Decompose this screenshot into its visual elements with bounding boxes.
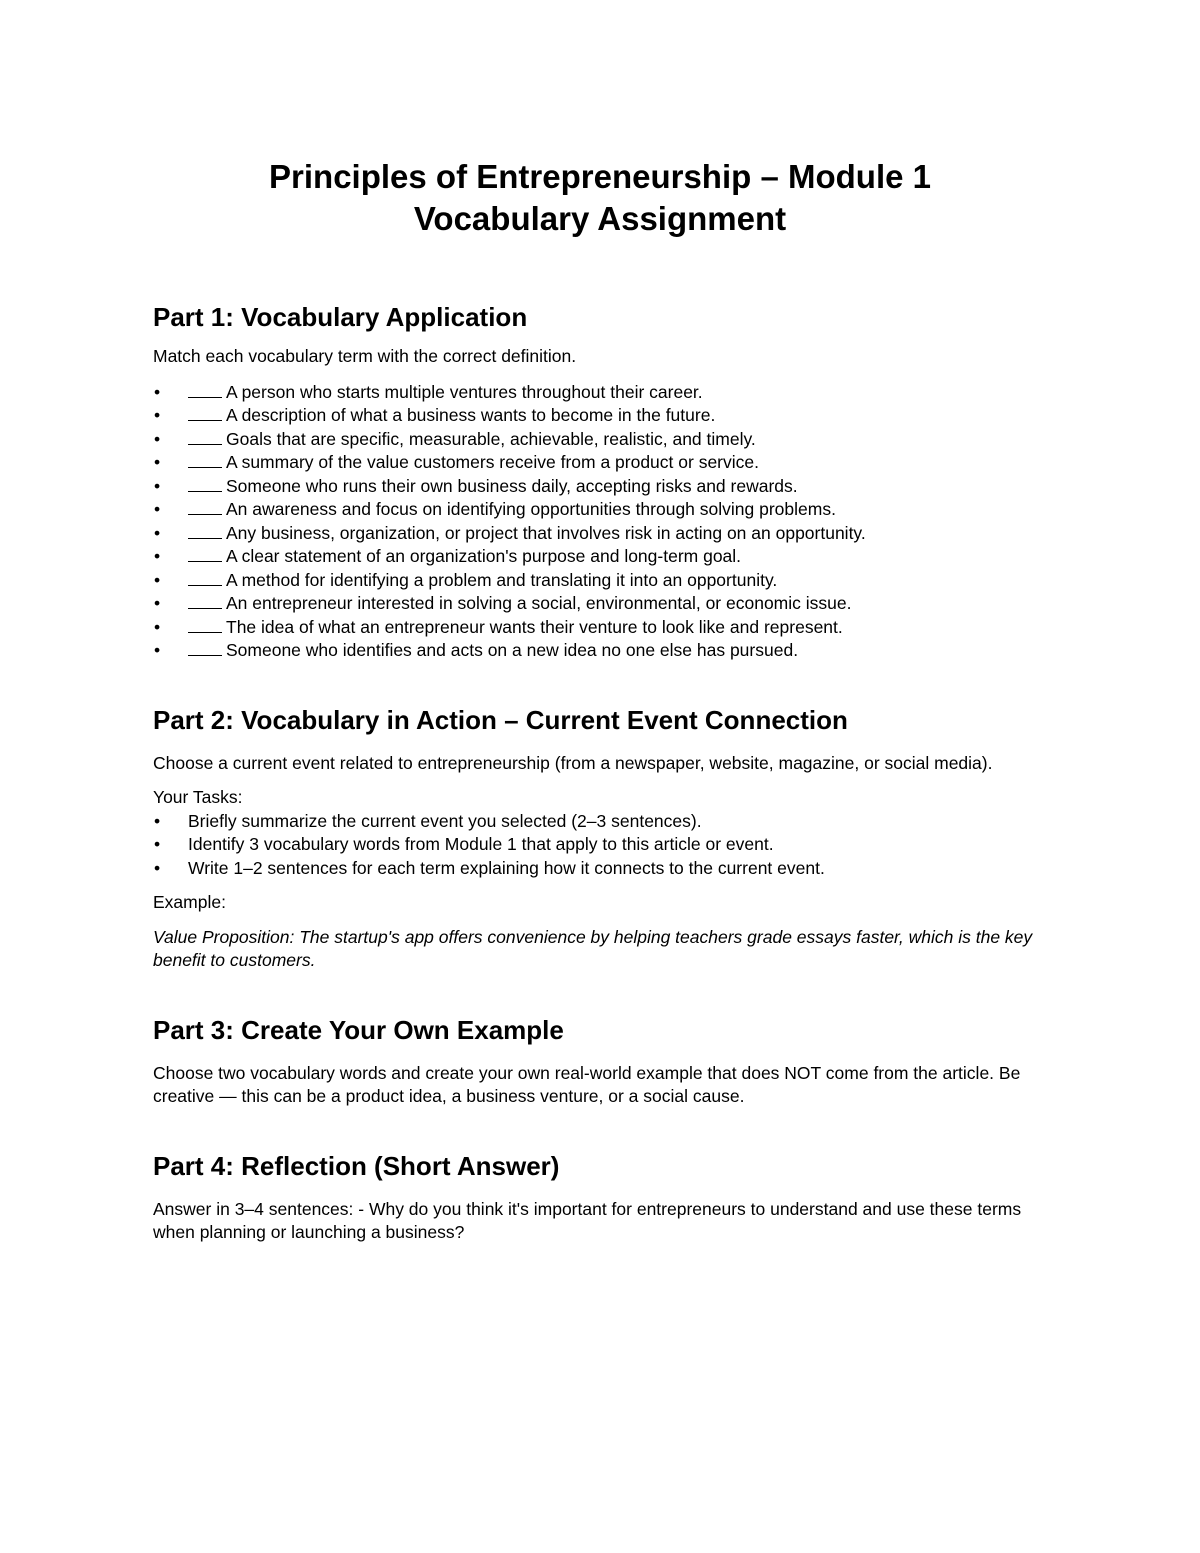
bullet-icon: • bbox=[154, 546, 161, 566]
definition-item-text: The idea of what an entrepreneur wants their venture to look like and represent. bbox=[226, 616, 843, 637]
bullet-icon: • bbox=[154, 857, 161, 878]
answer-blank bbox=[188, 639, 222, 656]
task-list bbox=[153, 810, 1053, 881]
bullet-icon: • bbox=[154, 499, 161, 519]
answer-blank bbox=[188, 545, 222, 562]
definition-item-text: Someone who identifies and acts on a new idea no one else has pursued. bbox=[226, 640, 799, 660]
answer-blank bbox=[188, 592, 222, 609]
definition-item bbox=[153, 639, 1053, 663]
definition-item bbox=[153, 616, 1053, 640]
part2-heading: Part 2: Vocabulary in Action – Current Event Connection bbox=[153, 704, 848, 735]
answer-blank bbox=[188, 498, 222, 515]
tasks-label: Your Tasks: bbox=[153, 787, 243, 807]
part4-instruction: Answer in 3–4 sentences: - Why do you think it's important for entrepreneurs to understand and use these terms when planning or launching a business? bbox=[153, 1198, 1022, 1242]
definition-item bbox=[153, 451, 1053, 475]
bullet-icon: • bbox=[154, 522, 161, 543]
bullet-icon: • bbox=[154, 475, 161, 496]
bullet-icon: • bbox=[154, 593, 161, 613]
title-line-2: Vocabulary Assignment bbox=[413, 200, 787, 237]
example-label: Example: bbox=[153, 892, 226, 912]
answer-blank bbox=[188, 404, 222, 421]
part2-instruction: Choose a current event related to entrepreneurship (from a newspaper, website, magazine, or social media). bbox=[153, 752, 993, 773]
answer-blank bbox=[188, 428, 222, 445]
definition-item bbox=[153, 381, 1053, 405]
definition-item-text: A person who starts multiple ventures throughout their career. bbox=[226, 381, 703, 402]
definition-item-text: Goals that are specific, measurable, achievable, realistic, and timely. bbox=[226, 428, 756, 449]
definition-item bbox=[153, 428, 1053, 452]
bullet-icon: • bbox=[154, 640, 161, 660]
definition-list bbox=[153, 381, 1053, 663]
answer-blank bbox=[188, 616, 222, 633]
definition-item-text: An awareness and focus on identifying opportunities through solving problems. bbox=[226, 499, 836, 519]
definition-item-text: Someone who runs their own business daily, accepting risks and rewards. bbox=[226, 475, 798, 496]
bullet-icon: • bbox=[154, 381, 161, 402]
document-body bbox=[153, 300, 1053, 1245]
bullet-icon: • bbox=[154, 452, 161, 472]
part3-instruction: Choose two vocabulary words and create your own real-world example that does NOT come from the article. Be creative — this can be a product idea, a business venture, or a social cause. bbox=[153, 1062, 1021, 1106]
title-line-1: Principles of Entrepreneurship – Module 1 bbox=[269, 158, 931, 195]
task-item bbox=[153, 833, 1053, 857]
definition-item-text: A summary of the value customers receive from a product or service. bbox=[226, 452, 759, 472]
answer-blank bbox=[188, 451, 222, 468]
definition-item bbox=[153, 498, 1053, 522]
example-text: Value Proposition: The startup's app offers convenience by helping teachers grade essays faster, which is the key benefit to customers. bbox=[153, 926, 1033, 970]
answer-blank bbox=[188, 475, 222, 492]
definition-item bbox=[153, 475, 1053, 499]
definition-item-text: A method for identifying a problem and translating it into an opportunity. bbox=[226, 569, 778, 590]
bullet-icon: • bbox=[154, 810, 161, 831]
task-item-text: Briefly summarize the current event you selected (2–3 sentences). bbox=[188, 810, 702, 831]
definition-item-text: A description of what a business wants to become in the future. bbox=[226, 405, 716, 425]
part1-instruction: Match each vocabulary term with the correct definition. bbox=[153, 346, 577, 366]
bullet-icon: • bbox=[154, 616, 161, 637]
part1-heading: Part 1: Vocabulary Application bbox=[153, 302, 528, 332]
definition-item bbox=[153, 592, 1053, 616]
definition-item-text: A clear statement of an organization's purpose and long-term goal. bbox=[226, 546, 742, 566]
bullet-icon: • bbox=[154, 834, 161, 854]
definition-item bbox=[153, 545, 1053, 569]
definition-item bbox=[153, 569, 1053, 593]
part3-heading: Part 3: Create Your Own Example bbox=[153, 1014, 564, 1045]
definition-item bbox=[153, 404, 1053, 428]
answer-blank bbox=[188, 381, 222, 398]
task-item-text: Identify 3 vocabulary words from Module 1 that apply to this article or event. bbox=[188, 834, 774, 854]
task-item bbox=[153, 810, 1053, 834]
definition-item-text: Any business, organization, or project that involves risk in acting on an opportunity. bbox=[226, 522, 866, 543]
definition-item-text: An entrepreneur interested in solving a social, environmental, or economic issue. bbox=[226, 593, 852, 613]
bullet-icon: • bbox=[154, 405, 161, 425]
definition-item bbox=[153, 522, 1053, 546]
document-title bbox=[0, 156, 1200, 240]
answer-blank bbox=[188, 522, 222, 539]
answer-blank bbox=[188, 569, 222, 586]
part4-heading: Part 4: Reflection (Short Answer) bbox=[153, 1150, 560, 1181]
task-item-text: Write 1–2 sentences for each term explaining how it connects to the current event. bbox=[188, 857, 825, 878]
bullet-icon: • bbox=[154, 569, 161, 590]
bullet-icon: • bbox=[154, 428, 161, 449]
task-item bbox=[153, 857, 1053, 881]
